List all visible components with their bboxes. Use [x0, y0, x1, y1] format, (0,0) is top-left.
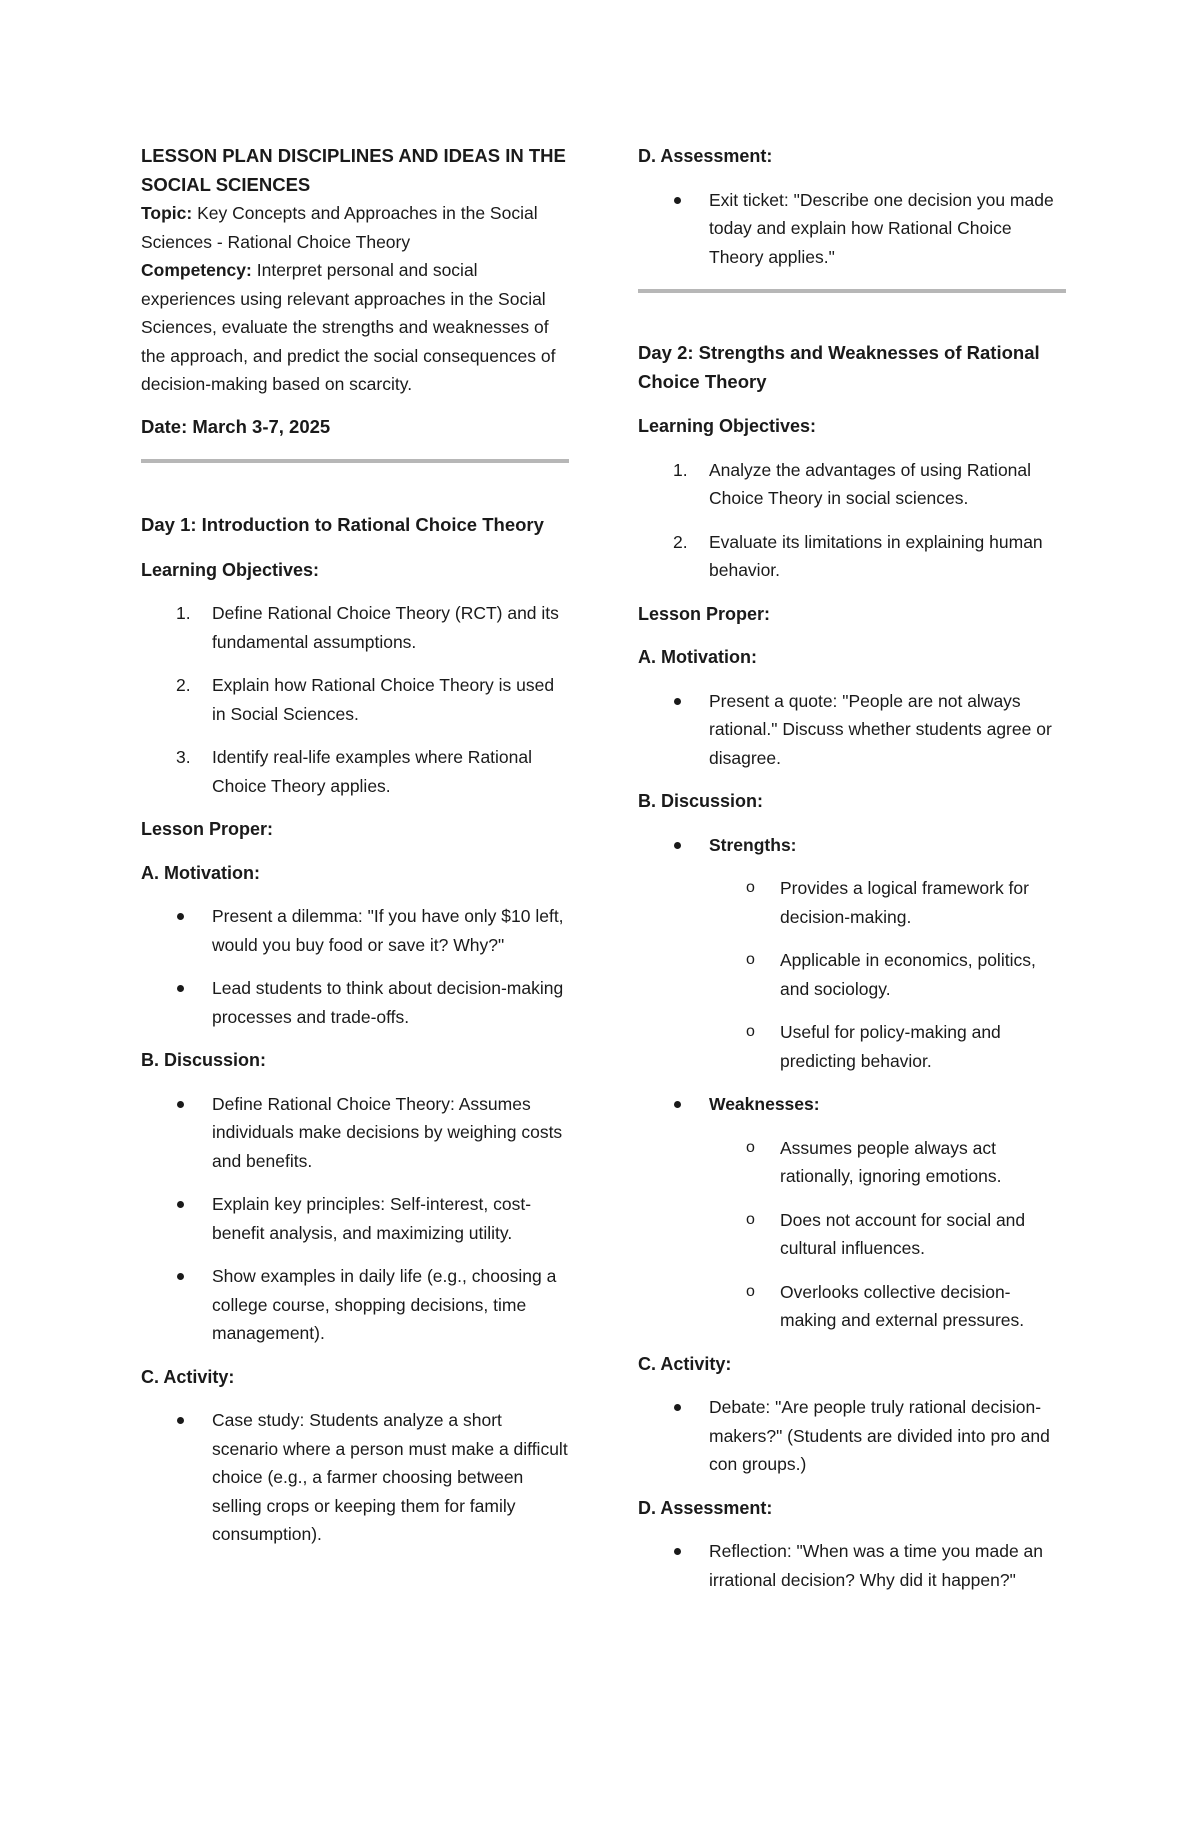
day2-motivation-list [638, 687, 1066, 773]
horizontal-divider [141, 459, 569, 463]
list-item [638, 687, 1066, 773]
strengths-label: Strengths: [709, 834, 797, 855]
competency-line [141, 256, 569, 399]
list-item-text: Applicable in economics, politics, and sociology. [780, 950, 1036, 999]
day1-objectives-label: Learning Objectives: [141, 559, 320, 580]
list-item [141, 743, 569, 800]
sub-bullet-icon: o [746, 951, 755, 968]
list-number: 2. [673, 531, 688, 552]
day2-activity-label: C. Activity: [638, 1353, 732, 1374]
list-number: 1. [673, 459, 688, 480]
list-item-text: Assumes people always act rationally, ignoring emotions. [780, 1137, 1002, 1186]
list-item [141, 1406, 569, 1549]
document-title: LESSON PLAN DISCIPLINES AND IDEAS IN THE SOCIAL SCIENCES [141, 145, 566, 195]
day1-title: Day 1: Introduction to Rational Choice Theory [141, 514, 544, 535]
bullet-icon [674, 1404, 681, 1411]
list-item [141, 974, 569, 1031]
list-item [638, 946, 1066, 1003]
list-item-text: Provides a logical framework for decision-making. [780, 878, 1029, 927]
sub-bullet-icon: o [746, 879, 755, 896]
list-item-text: Reflection: "When was a time you made an irrational decision? Why did it happen?" [709, 1541, 1044, 1590]
list-item [638, 528, 1066, 585]
bullet-icon [674, 842, 681, 849]
list-item [638, 1537, 1066, 1594]
bullet-icon [674, 1548, 681, 1555]
bullet-icon [177, 1417, 184, 1424]
day1-assessment-list [638, 186, 1066, 272]
list-item-text: Explain key principles: Self-interest, cost-benefit analysis, and maximizing utility. [212, 1194, 532, 1243]
day2-objectives-list [638, 456, 1066, 585]
list-item [638, 456, 1066, 513]
topic-line [141, 199, 569, 256]
list-item [638, 1134, 1066, 1191]
list-item-text: Present a quote: "People are not always rational." Discuss whether students agree or disagree. [709, 690, 1052, 768]
list-number: 2. [176, 675, 191, 695]
day1-assessment-label: D. Assessment: [638, 146, 773, 166]
list-number: 3. [176, 747, 191, 767]
day1-lesson-proper-label: Lesson Proper: [141, 819, 274, 839]
day1-activity-label: C. Activity: [141, 1366, 235, 1387]
day1-activity-list [141, 1406, 569, 1549]
day1-discussion-list [141, 1090, 569, 1348]
day2-assessment-label: D. Assessment: [638, 1497, 773, 1518]
competency-value: Interpret personal and social experiences using relevant approaches in the Social Sciences, evaluate the strengths and weaknesses of the approach, and predict the social consequences of decision-making based on scarcity. [141, 260, 556, 394]
weaknesses-list [709, 1134, 1066, 1335]
list-item-text: Useful for policy-making and predicting behavior. [780, 1022, 1001, 1071]
list-number: 1. [176, 603, 191, 623]
bullet-icon [674, 698, 681, 705]
day2-motivation-label: A. Motivation: [638, 647, 757, 667]
list-item-text: Define Rational Choice Theory: Assumes individuals make decisions by weighing costs and benefits. [212, 1093, 563, 1171]
list-item [638, 1018, 1066, 1075]
strengths-list [709, 874, 1066, 1075]
list-item [638, 186, 1066, 272]
list-item [141, 1090, 569, 1176]
day1-discussion-label: B. Discussion: [141, 1050, 267, 1070]
list-item-text: Case study: Students analyze a short scenario where a person must make a difficult choice (e.g., a farmer choosing between selling crops or keeping them for family consumption). [212, 1410, 568, 1544]
bullet-icon [674, 197, 681, 204]
list-item-text: Debate: "Are people truly rational decision-makers?" (Students are divided into pro and con groups.) [709, 1397, 1050, 1474]
bullet-icon [177, 913, 184, 920]
day2-lesson-proper-label: Lesson Proper: [638, 603, 771, 624]
topic-value: Key Concepts and Approaches in the Social Sciences - Rational Choice Theory [141, 203, 538, 252]
list-item-text: Present a dilemma: "If you have only $10 left, would you buy food or save it? Why?" [212, 906, 564, 955]
right-column [638, 142, 1066, 1609]
weaknesses-label: Weaknesses: [709, 1094, 820, 1114]
competency-label: Competency: [141, 260, 252, 280]
sub-bullet-icon: o [746, 1210, 755, 1228]
list-item [638, 874, 1066, 931]
bullet-icon [177, 1101, 184, 1108]
day1-motivation-label: A. Motivation: [141, 862, 260, 883]
list-item-text: Analyze the advantages of using Rational Choice Theory in social sciences. [709, 459, 1032, 508]
list-item-text: Evaluate its limitations in explaining human behavior. [709, 531, 1043, 580]
sub-bullet-icon: o [746, 1282, 755, 1300]
day1-motivation-list [141, 902, 569, 1031]
list-item [638, 1278, 1066, 1335]
bullet-icon [177, 985, 184, 992]
list-item-text: Does not account for social and cultural influences. [780, 1209, 1026, 1258]
list-item [141, 1262, 569, 1348]
list-item-text: Explain how Rational Choice Theory is used in Social Sciences. [212, 675, 555, 724]
bullet-icon [674, 1101, 681, 1108]
list-item [638, 1206, 1066, 1263]
list-item [638, 831, 1066, 1076]
list-item-text: Overlooks collective decision-making and external pressures. [780, 1281, 1025, 1330]
sub-bullet-icon: o [746, 1023, 755, 1040]
list-item-text: Exit ticket: "Describe one decision you made today and explain how Rational Choice Theory applies." [709, 189, 1054, 267]
sub-bullet-icon: o [746, 1138, 755, 1156]
day1-objectives-list [141, 599, 569, 800]
topic-label: Topic: [141, 203, 193, 223]
list-item-text: Define Rational Choice Theory (RCT) and its fundamental assumptions. [212, 603, 559, 652]
day2-activity-list [638, 1393, 1066, 1479]
list-item [638, 1393, 1066, 1479]
day2-discussion-label: B. Discussion: [638, 791, 764, 811]
list-item [141, 902, 569, 959]
bullet-icon [177, 1201, 184, 1208]
list-item [141, 671, 569, 728]
day2-assessment-list [638, 1537, 1066, 1594]
bullet-icon [177, 1273, 184, 1280]
list-item [638, 1090, 1066, 1335]
left-column [141, 142, 569, 1564]
list-item-text: Lead students to think about decision-making processes and trade-offs. [212, 978, 564, 1027]
horizontal-divider [638, 289, 1066, 293]
date-line: Date: March 3-7, 2025 [141, 415, 331, 437]
list-item-text: Show examples in daily life (e.g., choosing a college course, shopping decisions, time management). [212, 1266, 557, 1343]
day2-discussion-list [638, 831, 1066, 1335]
day2-objectives-label: Learning Objectives: [638, 416, 817, 436]
list-item [141, 599, 569, 656]
list-item-text: Identify real-life examples where Rational Choice Theory applies. [212, 747, 533, 796]
day2-title: Day 2: Strengths and Weaknesses of Rational Choice Theory [638, 342, 1040, 392]
list-item [141, 1190, 569, 1247]
